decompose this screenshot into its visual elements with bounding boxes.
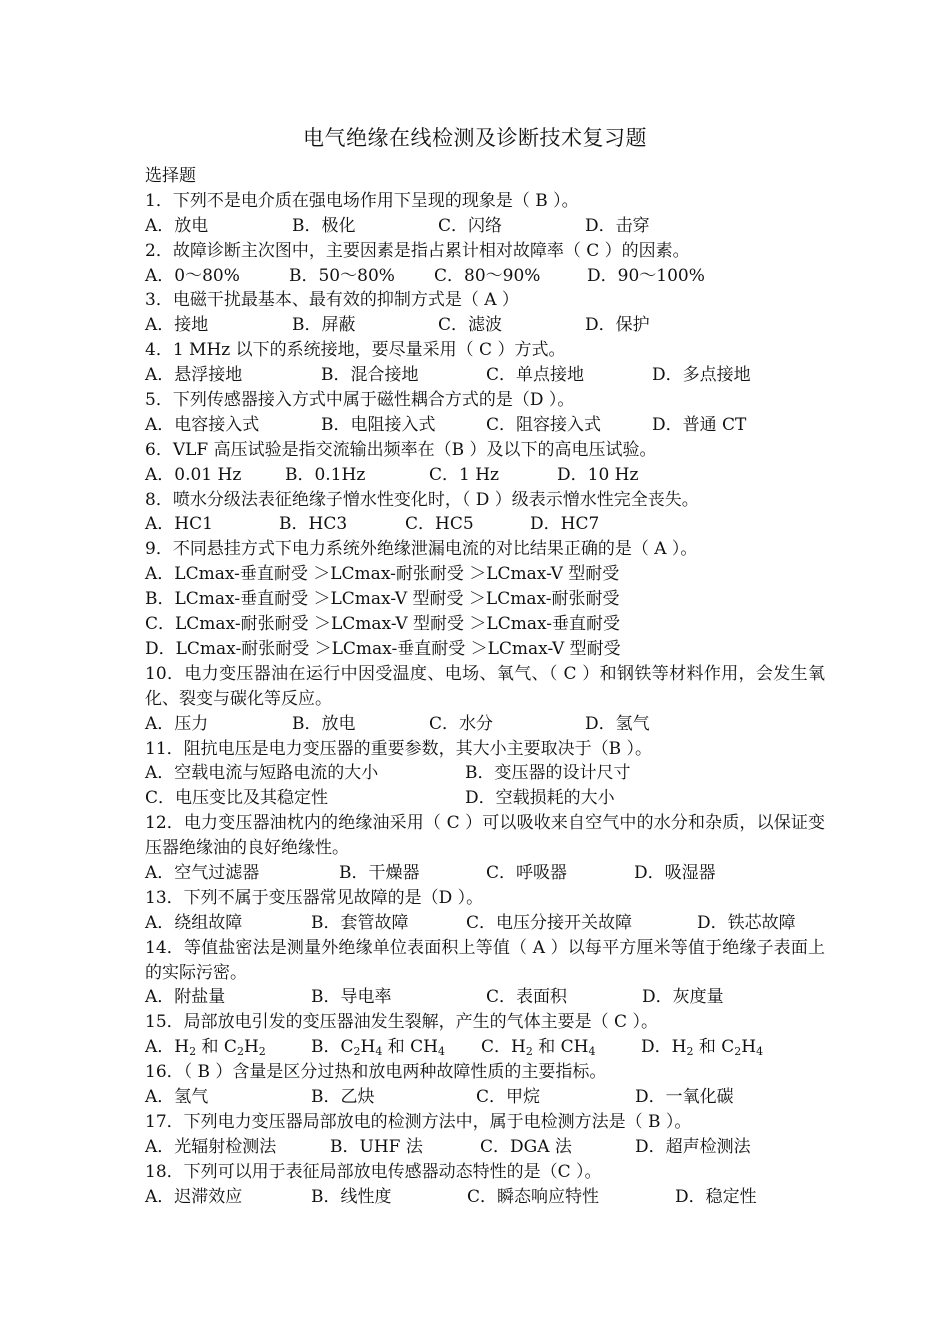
question-10: 10．电力变压器油在运行中因受温度、电场、氧气、（ C ）和钢铁等材料作用，会发生氧化、裂变与碳化等反应。: [145, 663, 825, 709]
option-d: D．HC7: [530, 514, 600, 535]
option-b: B．混合接地: [321, 365, 419, 386]
option-a: A．空气过滤器: [145, 863, 260, 883]
option-c: C．瞬态响应特性: [467, 1186, 600, 1207]
options-18: [145, 1185, 825, 1210]
question-8: 8．喷水分级法表征绝缘子憎水性变化时，（ D ）级表示憎水性完全丧失。: [145, 489, 699, 510]
option-b: B．电阻接入式: [321, 414, 436, 435]
options-5: [145, 413, 825, 438]
option-d: D．氢气: [585, 713, 650, 734]
options-13: [145, 911, 825, 936]
option-b: B．0.1Hz: [285, 464, 366, 485]
question-17: 17．下列电力变压器局部放电的检测方法中，属于电检测方法是（ B ）。: [145, 1111, 692, 1132]
option-a: A．空载电流与短路电流的大小: [145, 763, 379, 784]
option-d: D．$H_2$ 和 $C_2H_4$: [641, 1037, 764, 1059]
options-1: [145, 214, 825, 239]
options-2: [145, 264, 825, 289]
option-d: D．多点接地: [652, 365, 751, 386]
option-d: D．一氧化碳: [635, 1087, 734, 1108]
options-4: [145, 363, 825, 388]
option-c: C．LCmax-耐张耐受 ＞LCmax-V 型耐受 ＞LCmax-垂直耐受: [145, 614, 621, 635]
option-a: A．绕组故障: [145, 912, 243, 933]
option-c: C．电压分接开关故障: [466, 912, 633, 933]
question-3: 3．电磁干扰最基本、最有效的抑制方式是（ A ）: [145, 290, 519, 311]
option-b: B．UHF 法: [330, 1136, 423, 1157]
option-a: A．HC1: [145, 514, 213, 535]
option-c: C．滤波: [438, 315, 503, 336]
options-14: [145, 985, 825, 1010]
question-5: 5．下列传感器接入方式中属于磁性耦合方式的是（D ）。: [145, 390, 575, 411]
option-a: A．悬浮接地: [145, 365, 243, 386]
option-a: A．压力: [145, 713, 209, 734]
option-b: B．套管故障: [311, 912, 409, 933]
question-16: 16．（ B ）含量是区分过热和放电两种故障性质的主要指标。: [145, 1062, 607, 1083]
option-c: C．阻容接入式: [486, 414, 602, 435]
option-b: B．线性度: [311, 1186, 392, 1207]
option-d: D．灰度量: [642, 987, 724, 1008]
option-d: D．铁芯故障: [697, 912, 796, 933]
options-11-cd: [145, 786, 825, 811]
option-c: C．水分: [429, 713, 494, 734]
option-a: A．0～80%: [145, 265, 240, 286]
option-d: D．90～100%: [587, 265, 705, 286]
option-b: B．干燥器: [339, 863, 420, 883]
option-c: C．甲烷: [476, 1087, 541, 1108]
question-13: 13．下列不属于变压器常见故障的是（D ）。: [145, 887, 484, 908]
option-c: C．呼吸器: [486, 863, 568, 883]
section-heading: 选择题: [145, 166, 196, 186]
option-a: A．LCmax-垂直耐受 ＞LCmax-耐张耐受 ＞LCmax-V 型耐受: [145, 564, 620, 585]
option-c: C．$H_2$ 和 $CH_4$: [481, 1037, 596, 1059]
option-b: B．HC3: [279, 514, 348, 535]
option-b: B．变压器的设计尺寸: [465, 763, 631, 784]
question-1: 1．下列不是电介质在强电场作用下呈现的现象是（ B ）。: [145, 190, 579, 211]
option-d: D．LCmax-耐张耐受 ＞LCmax-垂直耐受 ＞LCmax-V 型耐受: [145, 638, 621, 659]
option-d: D．普通 CT: [652, 414, 747, 435]
question-6: 6．VLF 高压试验是指交流输出频率在（B ）及以下的高电压试验。: [145, 439, 657, 460]
option-a: A．迟滞效应: [145, 1186, 243, 1207]
option-c: C．80～90%: [434, 265, 541, 286]
question-list: [145, 164, 825, 1210]
option-d: D．超声检测法: [635, 1136, 751, 1157]
option-d: D．吸湿器: [634, 863, 716, 883]
option-d: D．稳定性: [675, 1186, 757, 1207]
question-15: 15．局部放电引发的变压器油发生裂解，产生的气体主要是（ C ）。: [145, 1012, 658, 1033]
question-14: 14．等值盐密法是测量外绝缘单位表面积上等值（ A ）以每平方厘米等值于绝缘子表面上的实际污密。: [145, 937, 825, 983]
question-11: 11．阻抗电压是电力变压器的重要参数，其大小主要取决于（B ）。: [145, 738, 653, 759]
option-d: D．保护: [585, 315, 650, 336]
option-b: B．放电: [292, 713, 356, 734]
options-15: [145, 1035, 825, 1060]
option-b: B．50～80%: [289, 265, 395, 286]
options-17: [145, 1135, 825, 1160]
option-b: B．导电率: [311, 987, 392, 1008]
option-d: D．击穿: [585, 215, 650, 236]
option-c: C．闪络: [438, 215, 503, 236]
option-a: A．电容接入式: [145, 414, 260, 435]
option-b: B．屏蔽: [292, 315, 356, 336]
options-10: [145, 712, 825, 737]
document-title: 电气绝缘在线检测及诊断技术复习题: [303, 126, 647, 150]
question-18: 18．下列可以用于表征局部放电传感器动态特性的是（C ）。: [145, 1161, 602, 1182]
option-a: A．$H_2$ 和 $C_2H_2$: [145, 1037, 266, 1059]
option-c: C．电压变比及其稳定性: [145, 788, 329, 809]
option-a: A．放电: [145, 215, 209, 236]
options-12: [145, 861, 825, 886]
option-c: C．表面积: [486, 987, 568, 1008]
option-c: C．1 Hz: [429, 464, 500, 485]
option-a: A．接地: [145, 315, 209, 336]
options-8: [145, 512, 825, 537]
option-d: D．10 Hz: [557, 464, 639, 485]
question-9: 9．不同悬挂方式下电力系统外绝缘泄漏电流的对比结果正确的是（ A ）。: [145, 539, 698, 560]
question-4: 4．1 MHz 以下的系统接地，要尽量采用（ C ）方式。: [145, 340, 566, 361]
option-c: C．DGA 法: [480, 1136, 572, 1157]
option-d: D．空载损耗的大小: [465, 788, 615, 809]
question-2: 2．故障诊断主次图中，主要因素是指占累计相对故障率（ C ）的因素。: [145, 240, 690, 261]
option-a: A．氢气: [145, 1087, 209, 1108]
option-a: A．光辐射检测法: [145, 1136, 277, 1157]
option-b: B．乙炔: [311, 1087, 375, 1108]
option-a: A．附盐量: [145, 987, 226, 1008]
option-b: B．$C_2H_4$ 和 $CH_4$: [311, 1037, 445, 1059]
options-3: [145, 313, 825, 338]
options-6: [145, 463, 825, 488]
options-16: [145, 1085, 825, 1110]
option-a: A．0.01 Hz: [145, 464, 242, 485]
option-c: C．HC5: [405, 514, 474, 535]
option-b: B．LCmax-垂直耐受 ＞LCmax-V 型耐受 ＞LCmax-耐张耐受: [145, 589, 620, 610]
question-12: 12．电力变压器油枕内的绝缘油采用（ C ）可以吸收来自空气中的水分和杂质，以保证变压器绝缘油的良好绝缘性。: [145, 813, 825, 859]
option-b: B．极化: [292, 215, 356, 236]
options-11-ab: [145, 761, 825, 786]
option-c: C．单点接地: [486, 365, 585, 386]
